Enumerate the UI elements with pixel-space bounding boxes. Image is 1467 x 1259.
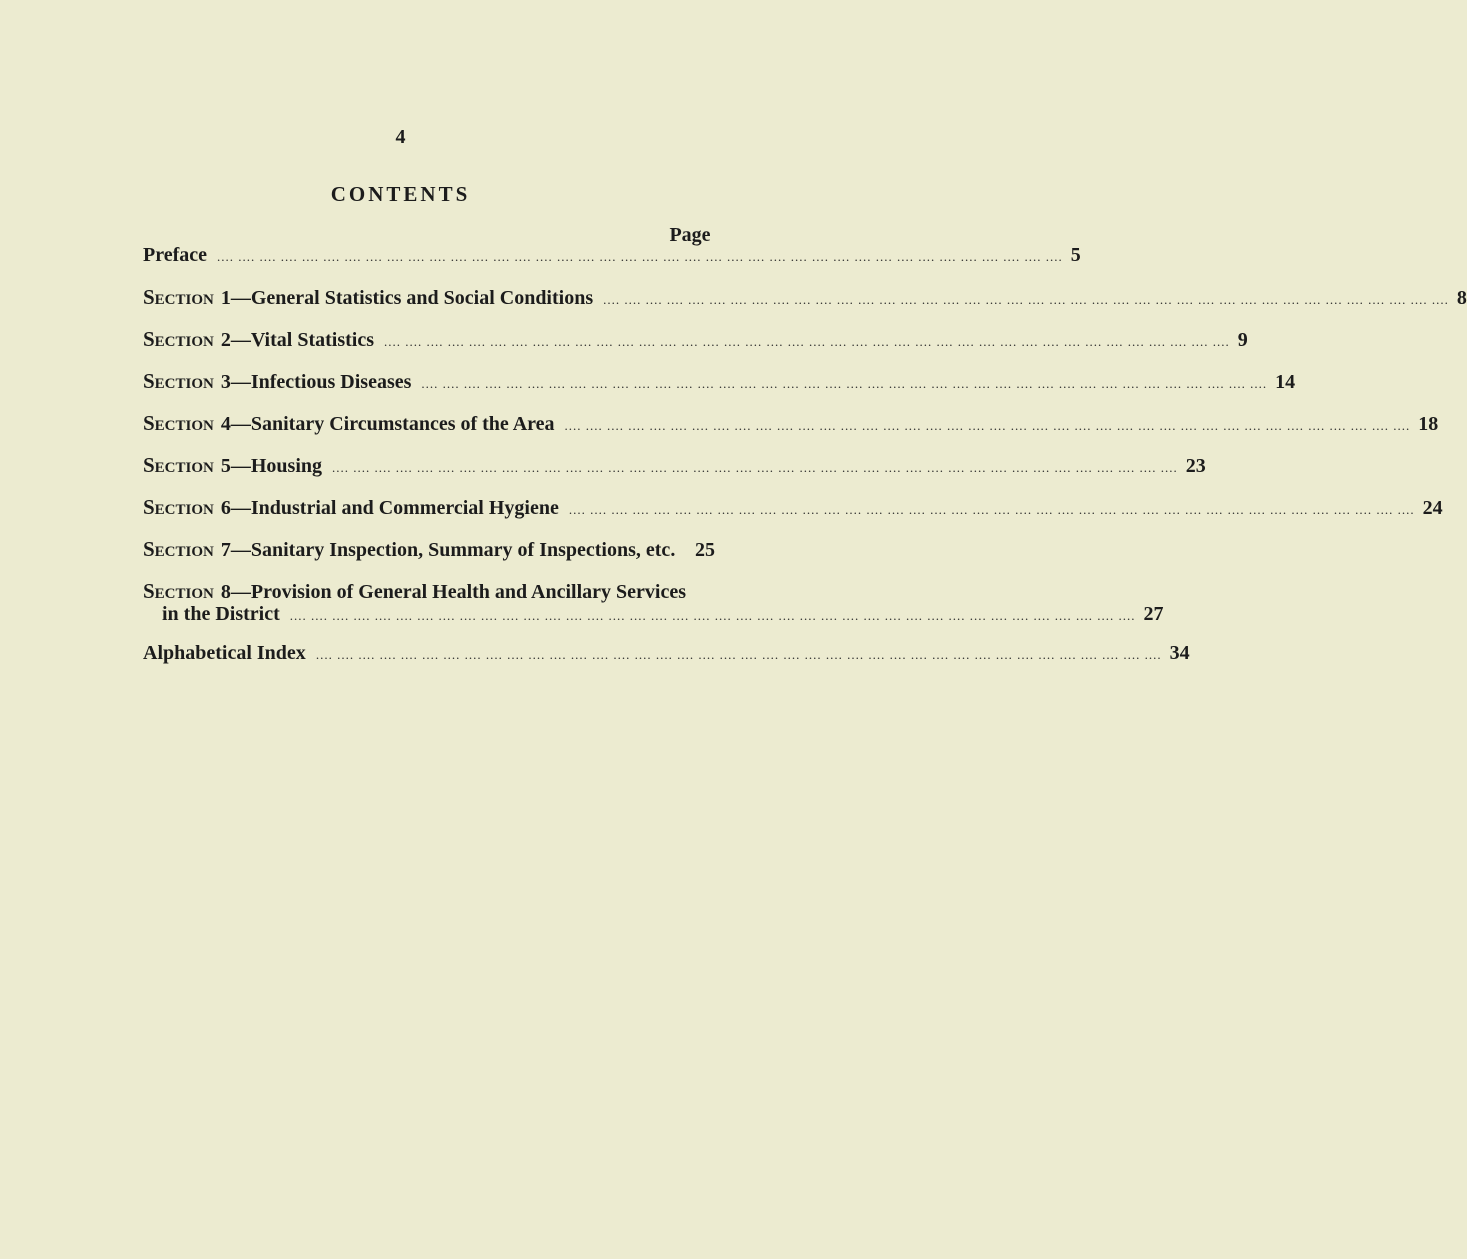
toc-entry-label-continuation: in the District bbox=[162, 603, 280, 625]
toc-entry-page: 9 bbox=[1237, 329, 1248, 351]
toc-entry-preface[interactable] bbox=[143, 244, 1081, 268]
toc-entry-label: 2—Vital Statistics bbox=[220, 329, 374, 351]
section-prefix: Section bbox=[143, 369, 214, 393]
section-prefix: Section bbox=[143, 453, 214, 477]
section-prefix: Section bbox=[143, 579, 214, 603]
page-title: CONTENTS bbox=[330, 182, 471, 206]
toc-entry-page: 24 bbox=[1422, 497, 1443, 519]
dot-leader: .... .... .... .... .... .... .... .... .... .... .... .... .... .... .... .... .... .... .... .... .... .... .... .... .... .... .... .... .... .... .... .... .... .... .... .... .... .... .... .... bbox=[289, 608, 1136, 623]
dot-leader: .... .... .... .... .... .... .... .... .... .... .... .... .... .... .... .... .... .... .... .... .... .... .... .... .... .... .... .... .... .... .... .... .... .... .... .... .... .... .... .... bbox=[332, 460, 1178, 475]
page-number: 4 bbox=[395, 126, 406, 148]
toc-entry-section-2[interactable] bbox=[143, 327, 1248, 353]
toc-entry-label: Preface bbox=[143, 244, 208, 266]
toc-entry-section-7[interactable] bbox=[143, 538, 715, 561]
toc-entry-page: 25 bbox=[695, 539, 715, 561]
toc-entry-label: 6—Industrial and Commercial Hygiene bbox=[220, 497, 559, 519]
dot-leader: .... .... .... .... .... .... .... .... .... .... .... .... .... .... .... .... .... .... .... .... .... .... .... .... .... .... .... .... .... .... .... .... .... .... .... .... .... .... .... .... bbox=[384, 334, 1230, 349]
dot-leader: .... .... .... .... .... .... .... .... .... .... .... .... .... .... .... .... .... .... .... .... .... .... .... .... .... .... .... .... .... .... .... .... .... .... .... .... .... .... .... .... bbox=[568, 502, 1415, 517]
toc-entry-page: 34 bbox=[1169, 642, 1190, 664]
dot-leader: .... .... .... .... .... .... .... .... .... .... .... .... .... .... .... .... .... .... .... .... .... .... .... .... .... .... .... .... .... .... .... .... .... .... .... .... .... .... .... .... bbox=[603, 292, 1449, 307]
toc-entry-page: 8 bbox=[1456, 287, 1467, 309]
toc-entry-label: 1—General Statistics and Social Conditions bbox=[220, 287, 594, 309]
toc-entry-label: 5—Housing bbox=[220, 455, 323, 477]
toc-entry-page: 23 bbox=[1185, 455, 1206, 477]
toc-entry-page: 27 bbox=[1143, 603, 1164, 625]
toc-entry-label: 4—Sanitary Circumstances of the Area bbox=[220, 413, 555, 435]
dot-leader: .... .... .... .... .... .... .... .... .... .... .... .... .... .... .... .... .... .... .... .... .... .... .... .... .... .... .... .... .... .... .... .... .... .... .... .... .... .... .... .... bbox=[421, 376, 1268, 391]
section-prefix: Section bbox=[143, 411, 214, 435]
toc-entry-section-8[interactable] bbox=[143, 579, 1164, 627]
toc-entry-page: 5 bbox=[1070, 244, 1081, 266]
dot-leader: .... .... .... .... .... .... .... .... .... .... .... .... .... .... .... .... .... .... .... .... .... .... .... .... .... .... .... .... .... .... .... .... .... .... .... .... .... .... .... .... bbox=[217, 249, 1063, 264]
section-prefix: Section bbox=[143, 495, 214, 519]
toc-entry-label: 8—Provision of General Health and Ancillary Services bbox=[220, 581, 687, 603]
toc-entry-section-4[interactable] bbox=[143, 411, 1439, 437]
section-prefix: Section bbox=[143, 285, 214, 309]
toc-entry-label: Alphabetical Index bbox=[143, 642, 306, 664]
toc-entry-alphabetical-index[interactable] bbox=[143, 642, 1190, 666]
toc-entry-page: 14 bbox=[1275, 371, 1296, 393]
toc-entry-section-3[interactable] bbox=[143, 369, 1296, 395]
section-prefix: Section bbox=[143, 327, 214, 351]
dot-leader: .... .... .... .... .... .... .... .... .... .... .... .... .... .... .... .... .... .... .... .... .... .... .... .... .... .... .... .... .... .... .... .... .... .... .... .... .... .... .... .... bbox=[564, 418, 1411, 433]
toc-entry-section-1[interactable] bbox=[143, 285, 1467, 311]
section-prefix: Section bbox=[143, 537, 214, 561]
page-column-header: Page bbox=[669, 224, 711, 246]
dot-leader: .... .... .... .... .... .... .... .... .... .... .... .... .... .... .... .... .... .... .... .... .... .... .... .... .... .... .... .... .... .... .... .... .... .... .... .... .... .... .... .... bbox=[315, 647, 1162, 662]
toc-entry-section-6[interactable] bbox=[143, 495, 1443, 521]
toc-entry-section-5[interactable] bbox=[143, 453, 1206, 479]
toc-entry-label: 7—Sanitary Inspection, Summary of Inspections, etc. bbox=[220, 539, 676, 561]
toc-entry-label: 3—Infectious Diseases bbox=[220, 371, 412, 393]
toc-entry-page: 18 bbox=[1418, 413, 1439, 435]
